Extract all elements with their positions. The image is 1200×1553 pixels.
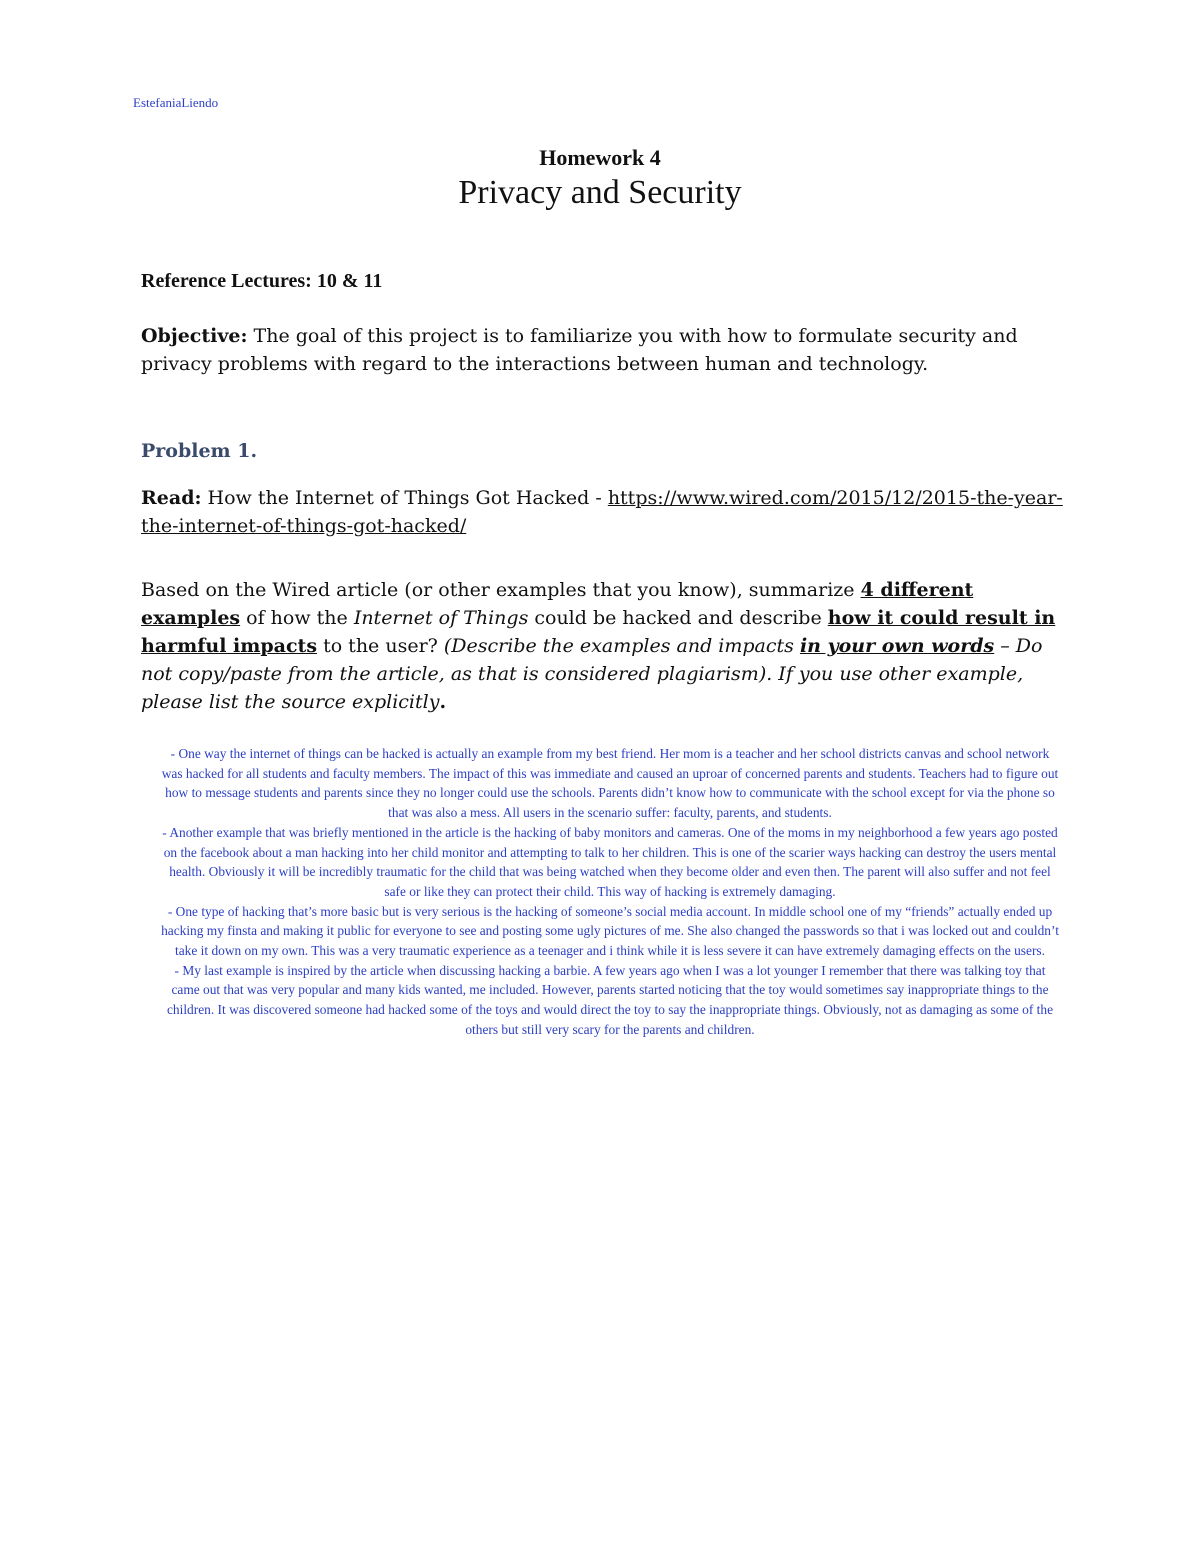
answer-paragraph: - One type of hacking that’s more basic but is very serious is the hacking of someone’s social media account. In middle school one of my “friends” actually ended up hacking my finsta and making it public for everyone to see and posting some ugly pictures of me. She also changed the passwords so that i was locked out and couldn’t take it down on my own. This was a very traumatic experience as a teenager and i think while it is less severe it can have extremely damaging effects on the users. — [161, 903, 1059, 959]
task-text-3: could be hacked and describe — [528, 607, 828, 629]
task-emphasis-examples: 4 different examples — [141, 579, 974, 629]
objective-text: The goal of this project is to familiarize you with how to formulate security and privacy problems with regard to the interactions between human and technology. — [141, 325, 1018, 375]
answer-paragraph: - My last example is inspired by the article when discussing hacking a barbie. A few years ago when I was a lot younger I remember that there was talking toy that came out that was very popular and many kids wanted, me included. However, parents started noticing that the toy would sometimes say inappropriate things to the children. It was discovered someone had hacked some of the toys and would direct the toy to say the inappropriate things. Obviously, not as damaging as some of the others but still very scary for the parents and children. — [166, 962, 1054, 1037]
homework-subtitle: Privacy and Security — [458, 174, 742, 211]
objective-label: Objective: — [141, 325, 248, 347]
objective-paragraph — [141, 322, 1071, 378]
task-text-2: of how the — [240, 607, 354, 629]
answer-paragraph: - One way the internet of things can be hacked is actually an example from my best friend. Her mom is a teacher and her school districts canvas and school network was hacked for all students and faculty members. The impact of this was immediate and caused an uproar of concerned parents and students. Teachers had to figure out how to message students and parents since they no longer could use the schools. Parents didn’t know how to communicate with the school except for via the phone so that was also a mess. All users in the scenario suffer: faculty, parents, and students. — [161, 746, 1059, 821]
reference-lectures: Reference Lectures: 10 & 11 — [141, 270, 383, 292]
read-paragraph — [141, 484, 1071, 540]
answer-paragraph: - Another example that was briefly mentioned in the article is the hacking of baby monitors and cameras. One of the moms in my neighborhood a few years ago posted on the facebook about a man hacking into her child monitor and attempting to talk to her children. This is one of the scarier ways hacking can destroy the users mental health. Obviously it will be incredibly traumatic for the child that was being watched when they become older and even then. The parent will also suffer and not feel safe or like they can protect their child. This way of hacking is extremely damaging. — [162, 824, 1058, 899]
task-paragraph — [141, 576, 1071, 716]
article-link[interactable]: https://www.wired.com/2015/12/2015-the-year-the-internet-of-things-got-hacked/ — [141, 487, 1063, 537]
answers-section — [160, 744, 1060, 1040]
task-italic-plagiarism: – Do not copy/paste from the article, as that is considered plagiarism). If you use other example, please list the source explicitly — [141, 635, 1043, 713]
author-name: EstefaniaLiendo — [133, 95, 219, 110]
task-emphasis-impacts: how it could result in harmful impacts — [141, 607, 1056, 657]
read-label: Read: — [141, 487, 202, 509]
homework-title: Homework 4 — [539, 145, 661, 170]
task-italic-iot: Internet of Things — [353, 607, 529, 629]
task-text-4: to the user? — [317, 635, 444, 657]
task-italic-describe: (Describe the examples and impacts — [443, 635, 800, 657]
task-emphasis-own-words: in your own words — [799, 635, 995, 657]
read-text: How the Internet of Things Got Hacked - — [201, 487, 608, 509]
task-text-1: Based on the Wired article (or other examples that you know), summarize — [141, 579, 861, 601]
problem-heading: Problem 1. — [141, 440, 258, 462]
task-end-period: . — [439, 691, 447, 713]
